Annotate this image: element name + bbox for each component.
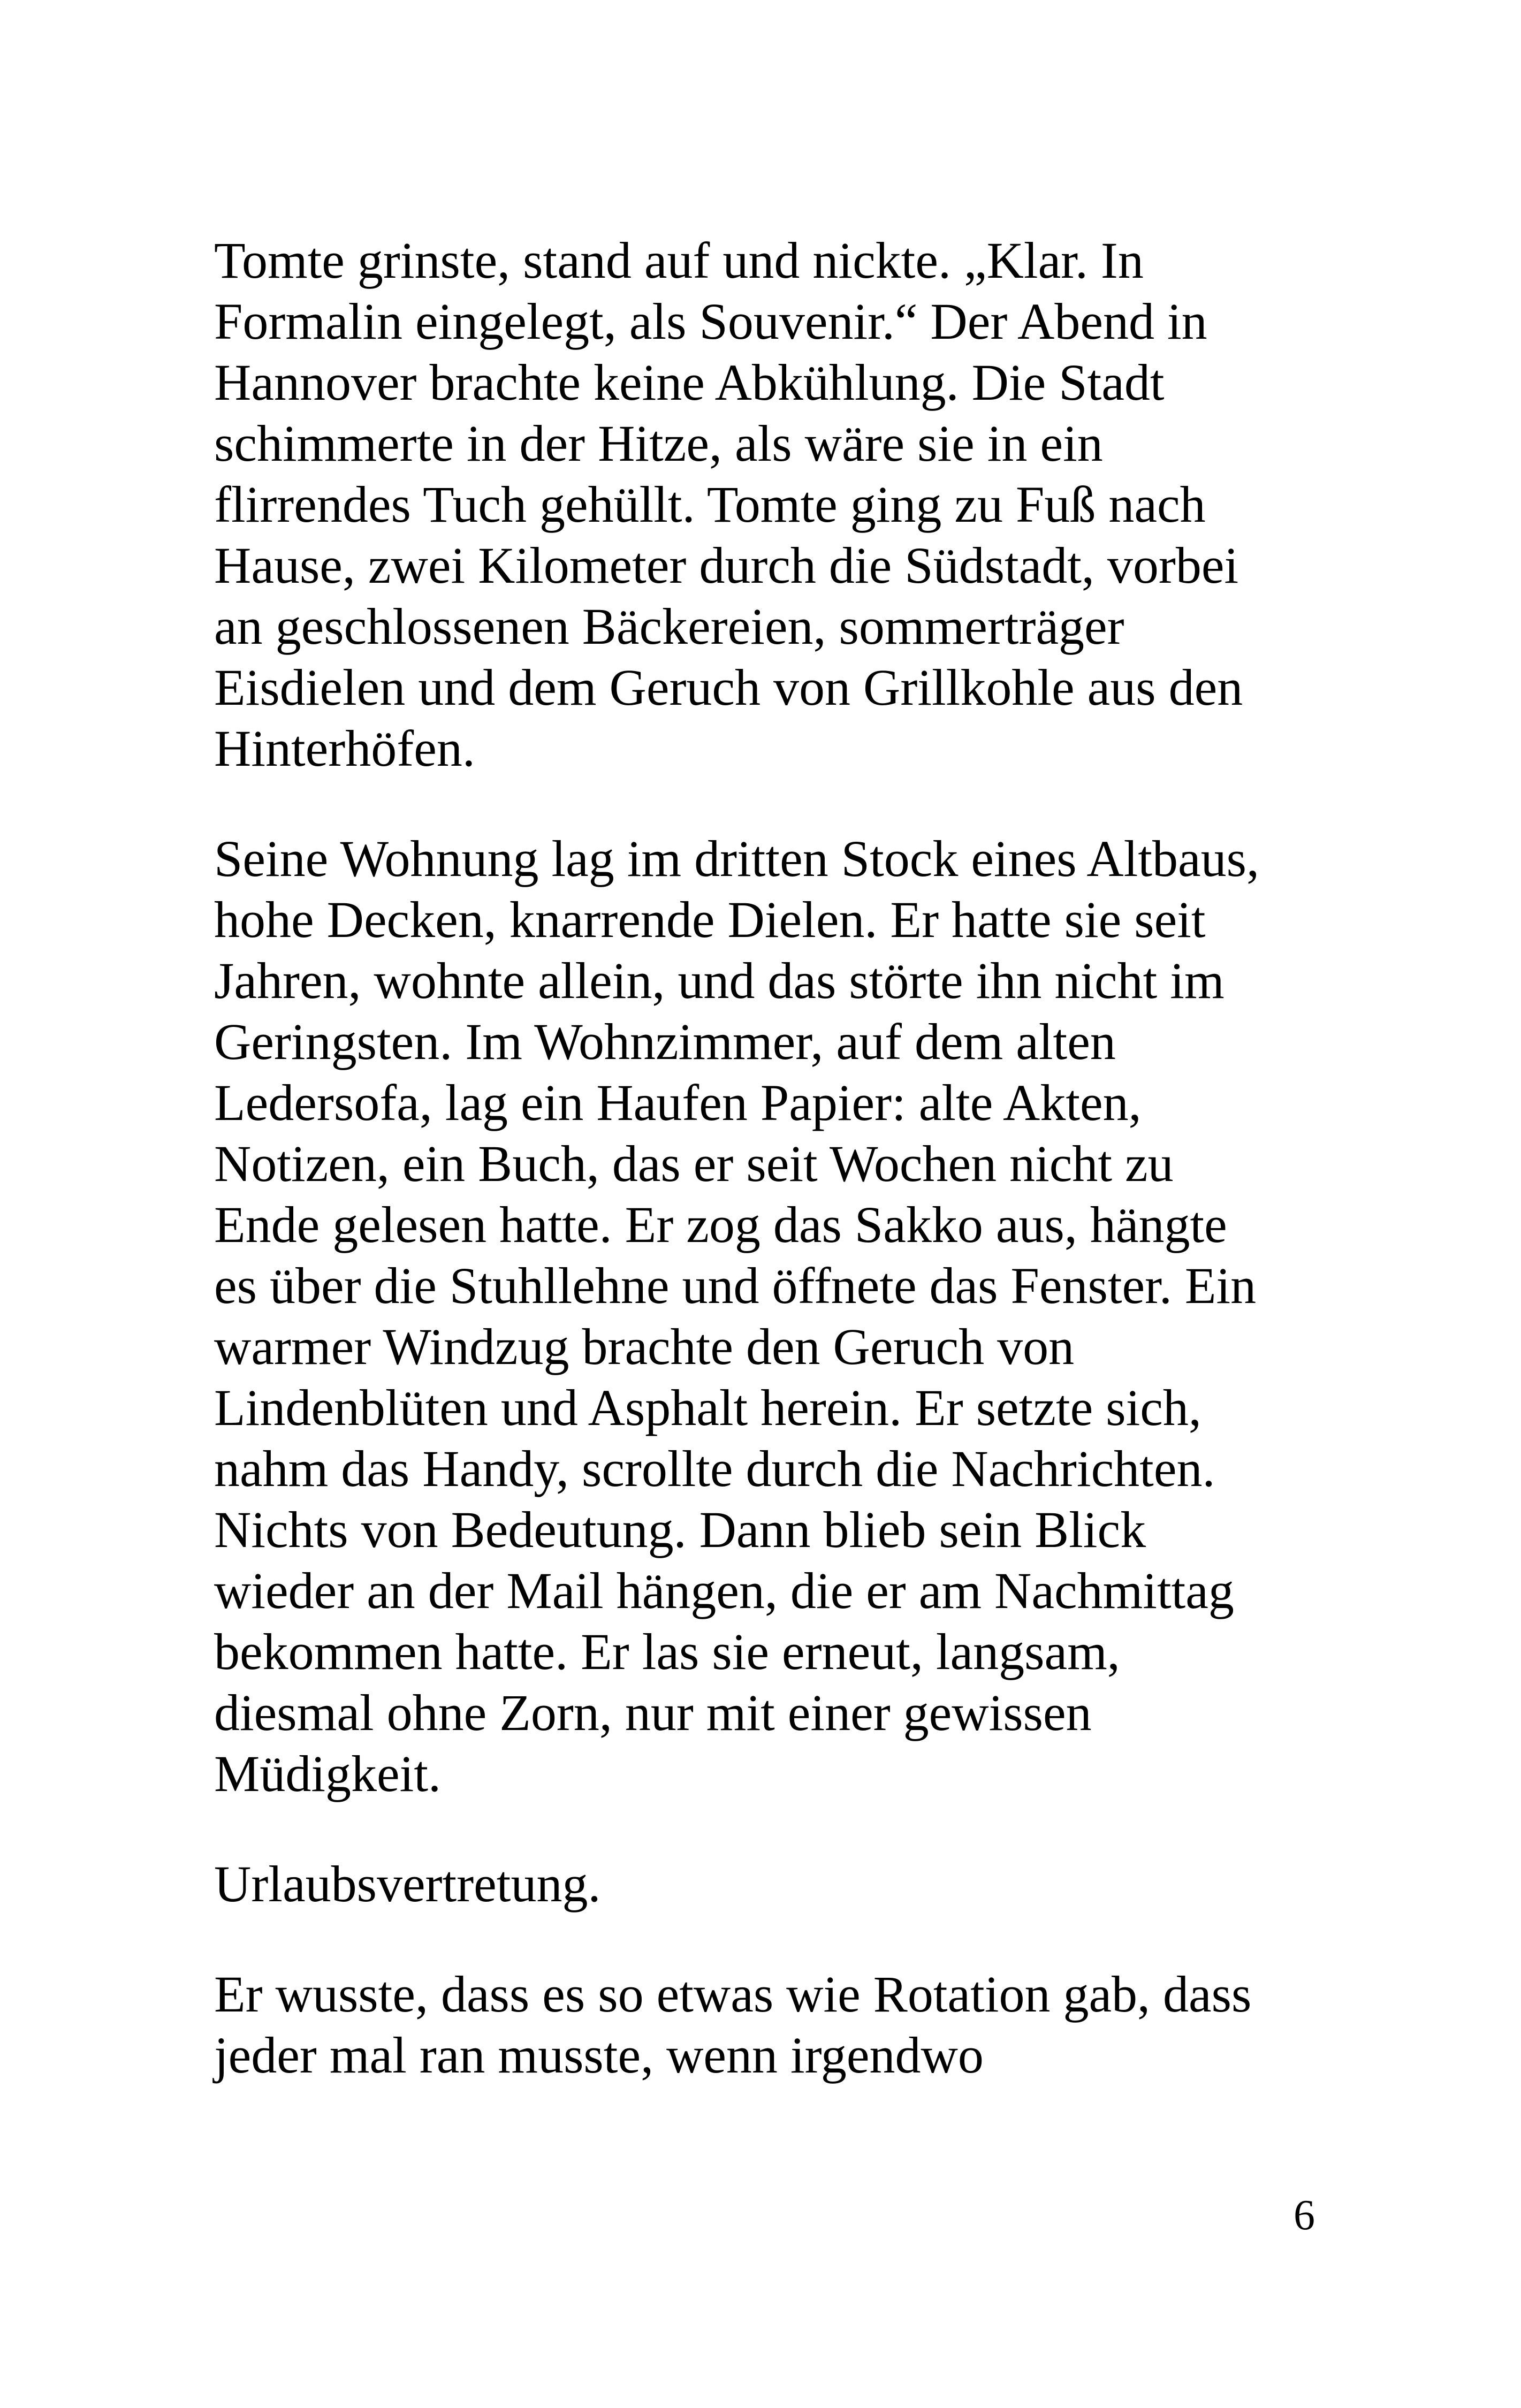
text-line: Jahren, wohnte allein, und das störte ihn nicht im: [214, 952, 1225, 1009]
page-number: 6: [1294, 2192, 1315, 2239]
paragraph-3: [214, 1854, 1317, 1915]
text-line: wieder an der Mail hängen, die er am Nachmittag: [214, 1562, 1234, 1619]
text-line: Notizen, ein Buch, das er seit Wochen nicht zu: [214, 1135, 1174, 1192]
text-line: Hannover brachte keine Abkühlung. Die Stadt: [214, 354, 1165, 411]
text-line: Lindenblüten und Asphalt herein. Er setzte sich,: [214, 1379, 1201, 1436]
text-line: hohe Decken, knarrende Dielen. Er hatte sie seit: [214, 891, 1206, 948]
text-line: Eisdielen und dem Geruch von Grillkohle aus den: [214, 659, 1243, 716]
text-line: Hinterhöfen.: [214, 720, 475, 777]
paragraph-4: [214, 1964, 1317, 2086]
text-line: Ledersofa, lag ein Haufen Papier: alte Akten,: [214, 1074, 1142, 1131]
text-line: Seine Wohnung lag im dritten Stock eines Altbaus,: [214, 830, 1259, 887]
text-line: Hause, zwei Kilometer durch die Südstadt, vorbei: [214, 537, 1239, 594]
text-line: schimmerte in der Hitze, als wäre sie in ein: [214, 415, 1103, 472]
text-line: Müdigkeit.: [214, 1745, 441, 1802]
text-line: warmer Windzug brachte den Geruch von: [214, 1318, 1075, 1375]
paragraph-1: [214, 230, 1317, 779]
text-line: diesmal ohne Zorn, nur mit einer gewissen: [214, 1684, 1092, 1741]
body-text: [214, 230, 1317, 2135]
text-line: Formalin eingelegt, als Souvenir.“ Der Abend in: [214, 293, 1207, 350]
paragraph-2: [214, 828, 1317, 1804]
text-line: Tomte grinste, stand auf und nickte. „Klar. In: [214, 232, 1144, 289]
text-line: es über die Stuhllehne und öffnete das Fenster. Ein: [214, 1257, 1257, 1314]
text-line: nahm das Handy, scrollte durch die Nachrichten.: [214, 1440, 1215, 1497]
text-line: Ende gelesen hatte. Er zog das Sakko aus, hängte: [214, 1196, 1227, 1253]
text-line: Er wusste, dass es so etwas wie Rotation gab, dass: [214, 1965, 1252, 2023]
text-line: Urlaubsvertretung.: [214, 1855, 601, 1912]
text-line: jeder mal ran musste, wenn irgendwo: [214, 2026, 984, 2084]
text-line: flirrendes Tuch gehüllt. Tomte ging zu Fuß nach: [214, 476, 1206, 533]
text-line: bekommen hatte. Er las sie erneut, langsam,: [214, 1623, 1120, 1680]
text-line: Geringsten. Im Wohnzimmer, auf dem alten: [214, 1013, 1116, 1070]
text-line: Nichts von Bedeutung. Dann blieb sein Blick: [214, 1501, 1146, 1558]
text-line: an geschlossenen Bäckereien, sommerträger: [214, 598, 1124, 655]
